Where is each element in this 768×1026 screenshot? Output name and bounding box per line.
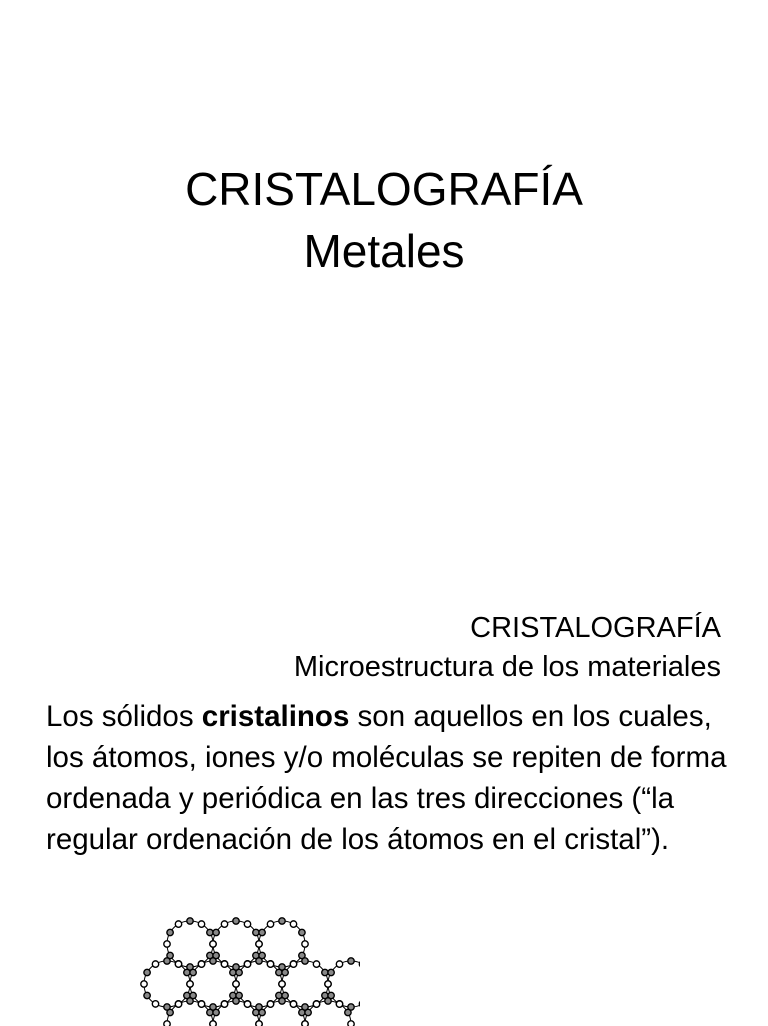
atom [187, 998, 193, 1004]
atom [207, 1009, 213, 1015]
atom [276, 969, 282, 975]
atom [230, 969, 236, 975]
atom [299, 1009, 305, 1015]
atom [359, 961, 360, 967]
atom [267, 1001, 273, 1007]
atom [164, 941, 170, 947]
atom [236, 969, 242, 975]
atom [279, 998, 285, 1004]
slide-heading: CRISTALOGRAFÍA [470, 612, 721, 644]
slide-subheading: Microestructura de los materiales [293, 651, 721, 683]
slide-header [294, 609, 721, 687]
atom [175, 921, 181, 927]
lattice-ring [210, 998, 262, 1026]
atom [184, 969, 190, 975]
atom [256, 941, 262, 947]
atom [244, 961, 250, 967]
atom [190, 969, 196, 975]
atom [210, 941, 216, 947]
lattice-ring [210, 918, 262, 970]
atom [302, 1021, 308, 1026]
atom [290, 1001, 296, 1007]
atom [175, 1001, 181, 1007]
atom [213, 1009, 219, 1015]
atom [198, 1001, 204, 1007]
atom [152, 961, 158, 967]
atom [279, 981, 285, 987]
lattice-ring [164, 998, 216, 1026]
atom [259, 929, 265, 935]
atom [213, 929, 219, 935]
atom [302, 958, 308, 964]
atom [348, 958, 354, 964]
atom [167, 929, 173, 935]
atom [167, 1009, 173, 1015]
atom [152, 1001, 158, 1007]
paragraph-end: son aquellos en los cuales, los átomos, iones y/o moléculas se repiten de forma ordenada y periódica en las tres direcciones (“la regular ordenación de los átomos en el cristal”). [46, 700, 727, 856]
atom [253, 1009, 259, 1015]
atom [336, 961, 342, 967]
atom [187, 981, 193, 987]
atom [210, 1021, 216, 1026]
atom [164, 1021, 170, 1026]
atom [233, 981, 239, 987]
atom [259, 1009, 265, 1015]
atom [359, 1001, 360, 1007]
lattice-ring [187, 958, 239, 1010]
atom [221, 921, 227, 927]
content-slide [0, 576, 768, 1024]
paragraph-bold-term: cristalinos [201, 700, 350, 733]
atom [302, 941, 308, 947]
lattice-ring [256, 998, 308, 1026]
atom [144, 992, 150, 998]
atom [267, 921, 273, 927]
atom [290, 961, 296, 967]
atom [244, 1001, 250, 1007]
atom [256, 958, 262, 964]
atom [348, 1021, 354, 1026]
atom [244, 921, 250, 927]
atom [267, 961, 273, 967]
atom [290, 921, 296, 927]
atom [198, 921, 204, 927]
body-paragraph [46, 696, 736, 860]
atom [164, 958, 170, 964]
atom [256, 1021, 262, 1026]
lattice-ring [302, 998, 354, 1026]
title-block [0, 158, 768, 282]
atom [207, 929, 213, 935]
atom [345, 1009, 351, 1015]
atom [221, 1001, 227, 1007]
atom [282, 969, 288, 975]
slide-subtitle: Metales [303, 225, 465, 277]
atom [322, 969, 328, 975]
atom [328, 969, 334, 975]
paragraph-start: Los sólidos [46, 700, 202, 733]
atom [210, 958, 216, 964]
lattice-ring [164, 918, 216, 970]
slide-title: CRISTALOGRAFÍA [185, 163, 583, 215]
lattice-ring [279, 958, 331, 1010]
atom [305, 1009, 311, 1015]
lattice-ring [233, 958, 285, 1010]
atom [187, 918, 193, 924]
atom [253, 929, 259, 935]
lattice-ring [141, 958, 193, 1010]
atom [144, 969, 150, 975]
atom [175, 961, 181, 967]
atom [233, 998, 239, 1004]
atom [141, 981, 147, 987]
atom [313, 961, 319, 967]
lattice-ring [256, 918, 308, 970]
atom [279, 918, 285, 924]
atom [198, 961, 204, 967]
atom [299, 929, 305, 935]
atom [336, 1001, 342, 1007]
atom [325, 981, 331, 987]
atom [313, 1001, 319, 1007]
atom [325, 998, 331, 1004]
atom [233, 918, 239, 924]
lattice-diagram-icon [140, 916, 360, 1026]
atom [221, 961, 227, 967]
